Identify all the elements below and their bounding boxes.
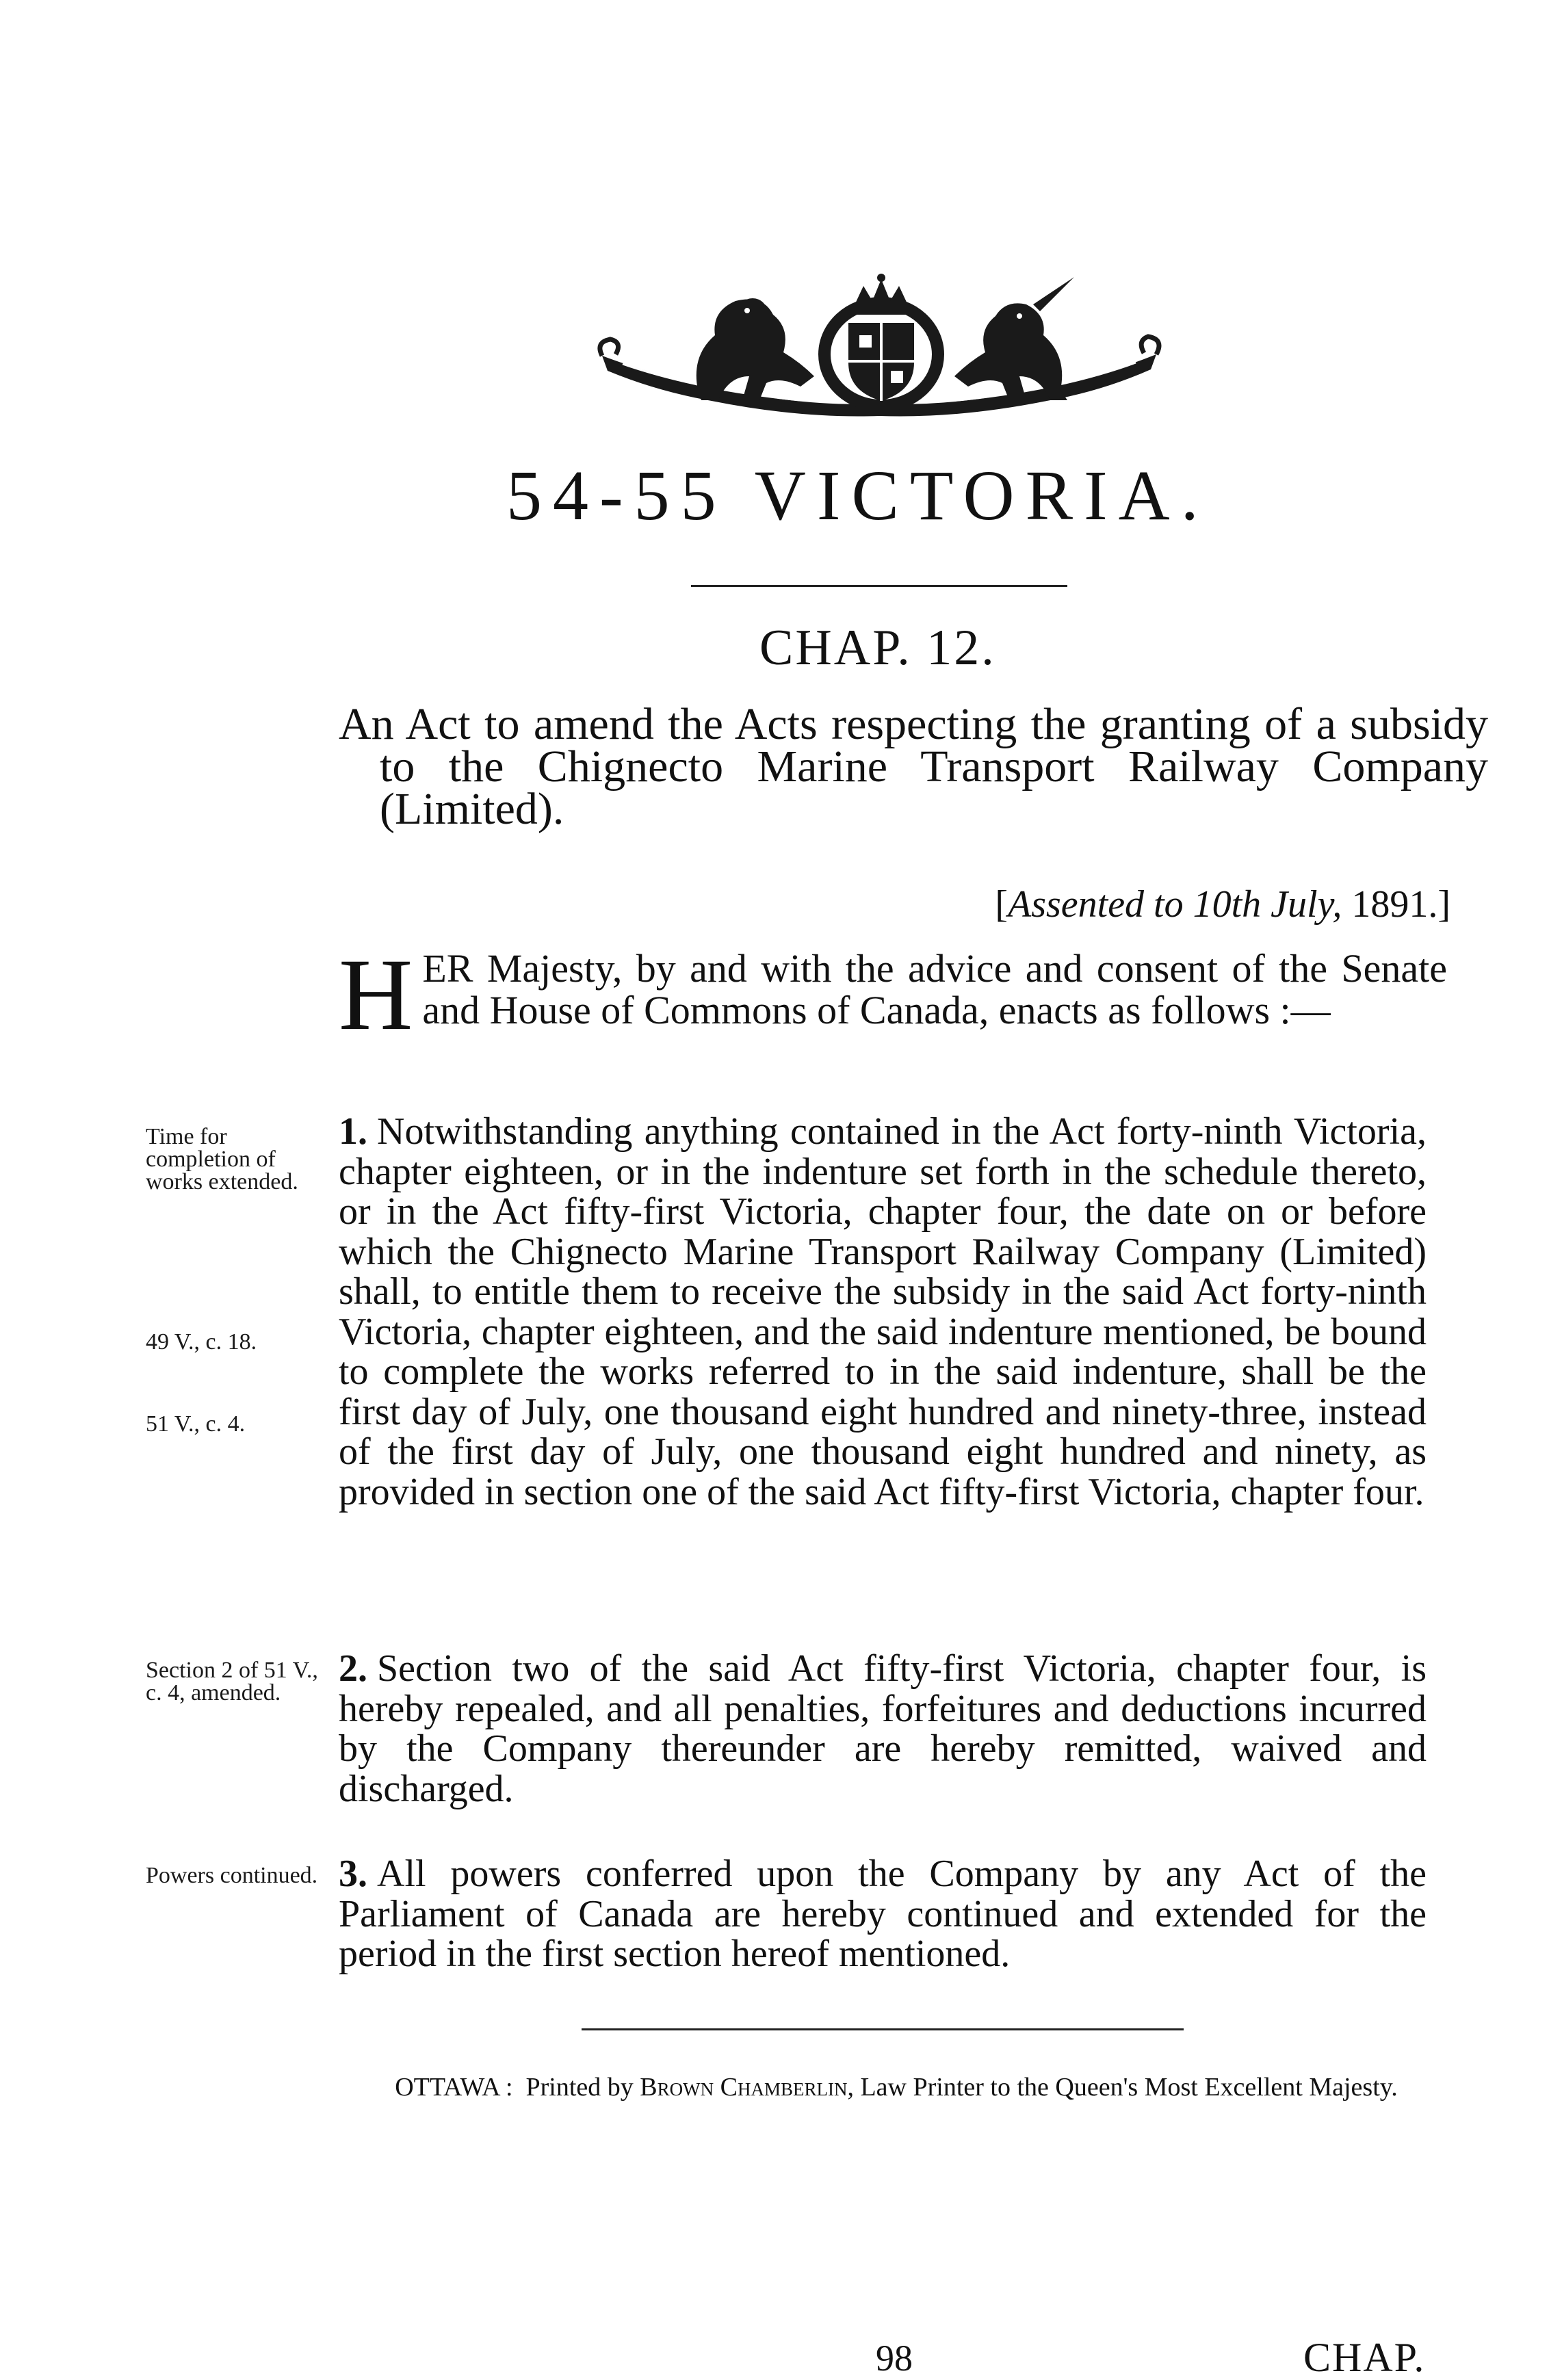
closing-divider-rule <box>582 2028 1184 2030</box>
section-number: 3. <box>339 1853 367 1895</box>
assent-date: [Assented to 10th July, 1891.] <box>995 883 1450 926</box>
marginal-note: 49 V., c. 18. <box>146 1329 257 1355</box>
enacting-clause-text: ER Majesty, by and with the advice and consent of the Senate and House of Commons of Canada, enacts as follows :— <box>422 946 1447 1032</box>
imprint-place: OTTAWA : <box>395 2073 513 2102</box>
section-number: 2. <box>339 1647 367 1690</box>
catchword: CHAP. <box>1303 2335 1426 2380</box>
section-number: 1. <box>339 1110 367 1153</box>
act-long-title: An Act to amend the Acts respecting the granting of a subsidy to the Chignecto Marine Transport Railway Company (Limited). <box>339 699 1488 834</box>
section-paragraph <box>339 1649 1427 1809</box>
page-number: 98 <box>876 2338 913 2379</box>
marginal-note: 51 V., c. 4. <box>146 1411 246 1437</box>
section-paragraph <box>339 1112 1427 1512</box>
imprint-printed-by: Printed by <box>525 2073 634 2102</box>
drop-cap-letter: H <box>339 938 413 1051</box>
act-session-title: 54-55 VICTORIA. <box>506 456 1210 535</box>
imprint-rest: Law Printer to the Queen's Most Excellent Majesty. <box>860 2073 1398 2102</box>
royal-coat-of-arms-emblem <box>595 274 1163 421</box>
section-paragraph <box>339 1854 1427 1974</box>
section-text: All powers conferred upon the Company by any Act of the Parliament of Canada are hereby continued and extended for the period in the first section hereof mentioned. <box>339 1853 1427 1975</box>
section-text: Section two of the said Act fifty-first Victoria, chapter four, is hereby repealed, and all penalties, forfeitures and deductions incurred by the Company thereunder are hereby remitted, waived and discharged. <box>339 1647 1427 1810</box>
marginal-note: Time for completion of works extended. <box>146 1124 298 1194</box>
section-text: Notwithstanding anything contained in the Act forty-ninth Victoria, chapter eighteen, or in the indenture set forth in the schedule thereto, or in the Act fifty-first Victoria, chapter four, the date on or before which the Chignecto Marine Transport Railway Company (Limited) shall, to entitle them to receive the subsidy in the said Act forty-ninth Victoria, chapter eighteen, and the said indenture mentioned, be bound to complete the works referred to in the said indenture, shall be the first day of July, one thousand eight hundred and ninety-three, instead of the first day of July, one thousand eight hundred and ninety, as provided in section one of the said Act fifty-first Victoria, chapter four. <box>339 1110 1427 1513</box>
chapter-heading: CHAP. 12. <box>759 620 996 676</box>
imprint-printer-name: Brown Chamberlin, <box>640 2073 854 2102</box>
printer-imprint <box>369 2073 1423 2102</box>
marginal-note: Section 2 of 51 V., c. 4, amended. <box>146 1658 318 1705</box>
title-divider-rule <box>691 585 1067 587</box>
marginal-note: Powers continued. <box>146 1863 318 1888</box>
enacting-clause <box>339 938 1447 1051</box>
